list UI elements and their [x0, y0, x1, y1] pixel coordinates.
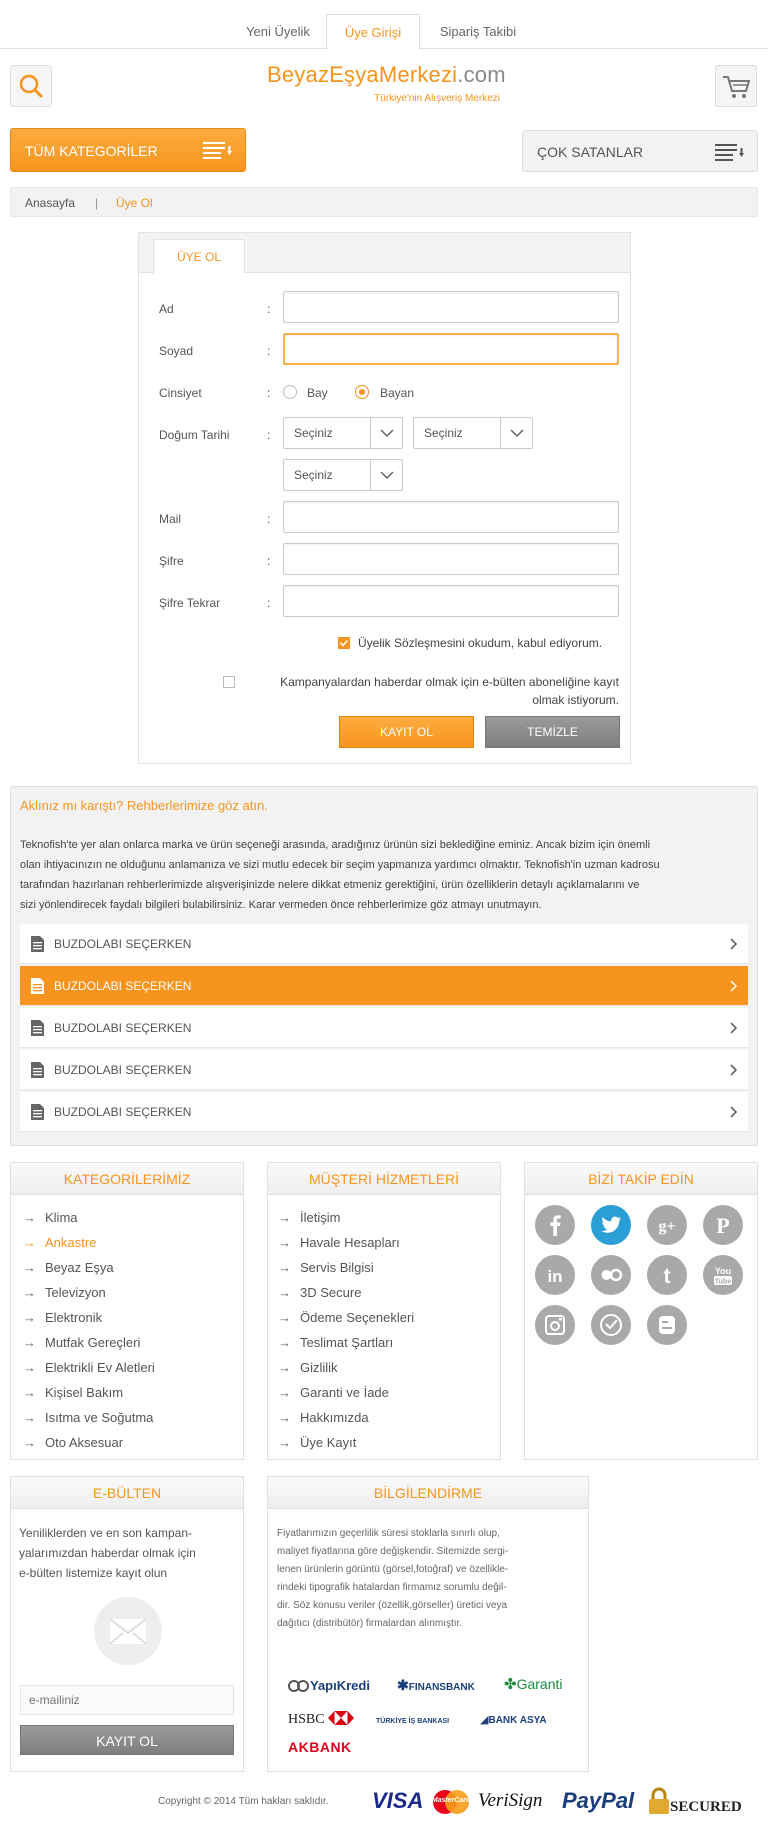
isbank-logo [376, 1711, 449, 1733]
chevron-down-icon [371, 460, 403, 490]
verisign-logo [478, 1790, 542, 1816]
logo-tagline: Türkiye'nin Alışveriş Merkezi [374, 93, 500, 104]
bankasya-label: BANK ASYA [488, 1715, 547, 1726]
ebulletin-text-line: e-bülten listemize kayıt olun [19, 1566, 168, 1580]
service-link[interactable]: → Üye Kayıt [278, 1430, 500, 1455]
colon: : [267, 344, 271, 358]
yapikredi-label: YapıKredi [310, 1678, 370, 1694]
google-plus-icon[interactable] [647, 1205, 687, 1245]
guide-item-label: BUZDOLABI SEÇERKEN [54, 1021, 192, 1035]
colon: : [267, 512, 271, 526]
guide-item[interactable] [20, 924, 748, 964]
guide-item[interactable] [20, 966, 748, 1006]
ebulletin-text [19, 1523, 237, 1583]
search-icon [11, 66, 51, 106]
breadcrumb-current: Üye Ol [116, 196, 153, 210]
tab-member-login[interactable]: Üye Girişi [326, 14, 420, 50]
service-link[interactable]: → Hakkımızda [278, 1405, 500, 1430]
chevron-right-icon [730, 980, 738, 992]
password-input[interactable] [283, 543, 619, 575]
guide-item-label: BUZDOLABI SEÇERKEN [54, 937, 192, 951]
akbank-logo [288, 1739, 352, 1759]
follow-title: BİZİ TAKİP EDİN [525, 1163, 757, 1195]
document-icon [31, 1062, 44, 1078]
svg-text:You: You [714, 1266, 732, 1276]
mastercard-label: MasterCard [431, 1797, 471, 1804]
chevron-right-icon [730, 1022, 738, 1034]
ebulletin-text-line: yalarımızdan haberdar olmak için [19, 1546, 196, 1560]
info-text-line: lenen ürünlerin görüntü (görsel,fotoğraf) ve özellikle- [277, 1564, 509, 1575]
mail-input[interactable] [283, 501, 619, 533]
colon: : [267, 386, 271, 400]
categories-panel [10, 1162, 244, 1460]
gender-female-radio[interactable] [355, 385, 369, 399]
guide-item[interactable] [20, 1050, 748, 1090]
birth-month-select[interactable] [413, 417, 533, 449]
info-text-line: maliyet fiyatlarına göre değişkendir. Sitemizde sergi- [277, 1546, 509, 1557]
info-text-line: rindeki tipografik hatalardan firmamız sorumlu değil- [277, 1582, 507, 1593]
colon: : [267, 428, 271, 442]
akbank-label: AKBANK [288, 1739, 352, 1755]
ebulletin-panel [10, 1476, 244, 1772]
instagram-icon[interactable] [535, 1305, 575, 1345]
categories-list [11, 1195, 243, 1455]
tumblr-icon[interactable] [647, 1255, 687, 1295]
tab-new-member[interactable]: Yeni Üyelik [246, 24, 310, 39]
birth-month-value: Seçiniz [424, 426, 463, 440]
service-link[interactable]: → İletişim [278, 1205, 500, 1230]
customer-services-list [268, 1195, 500, 1455]
guide-section [10, 786, 758, 1146]
guide-text [20, 835, 748, 915]
mastercard-logo [430, 1788, 472, 1816]
document-icon [31, 1020, 44, 1036]
gender-label: Cinsiyet [159, 386, 202, 400]
guide-text-line: tarafından hazırlanan rehberlerimizde alışverişinizde nelere dikkat etmeniz gerektiğini, ürün özelliklerin detaylı açıklamalarını ve [20, 879, 640, 891]
gender-male-label[interactable]: Bay [307, 386, 328, 400]
hsbc-label: HSBC [288, 1712, 325, 1727]
site-logo[interactable] [267, 62, 506, 88]
newsletter-label-line1[interactable]: Kampanyalardan haberdar olmak için e-bülten aboneliğine kayıt [280, 675, 619, 689]
finansbank-star-icon: ✱ [397, 1677, 409, 1693]
logo-suffix: .com [457, 62, 506, 87]
newsletter-checkbox[interactable] [223, 676, 235, 688]
category-link[interactable]: → Ankastre [23, 1230, 243, 1255]
gender-female-label[interactable]: Bayan [380, 386, 415, 400]
category-link[interactable]: → Klima [23, 1205, 243, 1230]
visa-label: VISA [372, 1788, 424, 1813]
cart-button[interactable] [715, 65, 757, 107]
surname-label: Soyad [159, 344, 194, 358]
service-link[interactable]: → 3D Secure [278, 1280, 500, 1305]
hsbc-hexagon-icon [328, 1711, 354, 1725]
birth-year-value: Seçiniz [294, 468, 333, 482]
mail-label: Mail [159, 512, 182, 526]
info-text [277, 1525, 579, 1633]
categories-title: KATEGORİLERİMİZ [11, 1163, 243, 1195]
category-link[interactable]: → Elektrikli Ev Aletleri [23, 1355, 243, 1380]
garanti-logo [504, 1675, 563, 1697]
chevron-right-icon [730, 1106, 738, 1118]
colon: : [267, 596, 271, 610]
finansbank-label: FINANSBANK [408, 1682, 475, 1693]
best-sellers-label: ÇOK SATANLAR [537, 144, 644, 160]
bankasya-logo [480, 1711, 547, 1731]
guide-item[interactable] [20, 1008, 748, 1048]
tab-register[interactable]: ÜYE OL [153, 239, 245, 274]
birth-date-label: Doğum Tarihi [159, 428, 230, 442]
document-icon [31, 978, 44, 994]
customer-services-title: MÜŞTERİ HİZMETLERİ [268, 1163, 500, 1195]
ebulletin-email-input[interactable] [20, 1685, 234, 1715]
password-repeat-label: Şifre Tekrar [159, 596, 221, 610]
category-link[interactable]: → Kişisel Bakım [23, 1380, 243, 1405]
garanti-label: Garanti [516, 1676, 563, 1692]
register-submit-button[interactable]: KAYIT OL [339, 716, 474, 748]
svg-text:g+: g+ [658, 1218, 676, 1235]
pinterest-icon[interactable] [703, 1205, 743, 1245]
ebulletin-text-line: Yeniliklerden ve en son kampan- [19, 1526, 192, 1540]
clear-button[interactable]: TEMİZLE [485, 716, 620, 748]
info-text-line: dir. Söz konusu veriler (özellik,görseller) üretici veya [277, 1600, 508, 1611]
guide-item-label: BUZDOLABI SEÇERKEN [54, 1105, 192, 1119]
svg-text:t: t [663, 1265, 671, 1288]
password-label: Şifre [159, 554, 184, 568]
copyright-text: Copyright © 2014 Tüm hakları saklıdır. [158, 1796, 329, 1807]
ebulletin-title: E-BÜLTEN [11, 1477, 243, 1509]
info-title: BİLGİLENDİRME [268, 1477, 588, 1509]
category-link[interactable]: → Isıtma ve Soğutma [23, 1405, 243, 1430]
breadcrumb-home[interactable]: Anasayfa [25, 196, 76, 210]
youtube-icon[interactable] [703, 1255, 743, 1295]
twitter-icon[interactable] [591, 1205, 631, 1245]
category-link[interactable]: → Televizyon [23, 1280, 243, 1305]
category-link[interactable]: → Beyaz Eşya [23, 1255, 243, 1280]
menu-list-icon [203, 142, 233, 160]
guide-title: Aklınız mı karıştı? Rehberlerimize göz atın. [20, 798, 268, 813]
register-form [138, 232, 631, 764]
vine-icon[interactable] [591, 1305, 631, 1345]
service-link[interactable]: → Havale Hesapları [278, 1230, 500, 1255]
service-link[interactable]: → Teslimat Şartları [278, 1330, 500, 1355]
tab-order-tracking[interactable]: Sipariş Takibi [439, 24, 517, 39]
best-sellers-button[interactable] [522, 130, 758, 172]
service-link[interactable]: → Ödeme Seçenekleri [278, 1305, 500, 1330]
guide-text-line: Teknofish'te yer alan onlarca marka ve ürün seçeneği arasında, aradığınız ürünün sizi beklediğine eminiz. Ancak bizim için önemli [20, 839, 651, 851]
flickr-icon[interactable] [591, 1255, 631, 1295]
password-repeat-input[interactable] [283, 585, 619, 617]
guide-item-label: BUZDOLABI SEÇERKEN [54, 979, 192, 993]
colon: : [267, 302, 271, 316]
service-link[interactable]: → Servis Bilgisi [278, 1255, 500, 1280]
agreement-label[interactable]: Üyelik Sözleşmesini okudum, kabul ediyorum. [358, 636, 603, 650]
follow-panel [524, 1162, 758, 1460]
newsletter-label-line2[interactable]: olmak istiyorum. [532, 693, 619, 707]
category-link[interactable]: → Mutfak Gereçleri [23, 1330, 243, 1355]
svg-text:P: P [716, 1213, 730, 1238]
service-link[interactable]: → Gizlilik [278, 1355, 500, 1380]
birth-year-select[interactable] [283, 459, 403, 491]
garanti-clover-icon: ✤ [504, 1676, 517, 1693]
yapikredi-icon [288, 1679, 310, 1693]
chevron-right-icon [730, 938, 738, 950]
document-icon [31, 936, 44, 952]
agreement-checkbox[interactable] [338, 637, 350, 649]
check-icon [338, 637, 350, 649]
yapikredi-logo [288, 1677, 370, 1697]
surname-input[interactable] [283, 333, 619, 365]
document-icon [31, 1104, 44, 1120]
guide-text-line: olan ihtiyacınızın ne olduğunu anlamanıza ve sizi mutlu edecek bir seçim yapmanıza yardımcı olmaktır. Teknofish'in uzman kadrosu [20, 859, 660, 871]
ebulletin-submit-button[interactable]: KAYIT OL [20, 1725, 234, 1755]
guide-text-line: sizi yönlendirecek faydalı bilgileri bulabilirsiniz. Karar vermeden önce rehberlerimize göz atmayı unutmayın. [20, 899, 542, 911]
cart-icon [716, 66, 756, 106]
chevron-down-icon [371, 418, 403, 448]
all-categories-label: TÜM KATEGORİLER [25, 143, 158, 159]
name-input[interactable] [283, 291, 619, 323]
birth-day-select[interactable] [283, 417, 403, 449]
visa-logo [372, 1788, 423, 1818]
verisign-label: VeriSign [478, 1790, 543, 1811]
linkedin-icon[interactable] [535, 1255, 575, 1295]
category-link[interactable]: → Oto Aksesuar [23, 1430, 243, 1455]
logo-main: BeyazEşyaMerkezi [267, 62, 458, 87]
gender-male-radio[interactable] [283, 385, 297, 399]
hsbc-logo [288, 1711, 354, 1731]
info-text-line: Fiyatlarımızın geçerlilik süresi stoklarla sınırlı olup, [277, 1528, 500, 1539]
guide-item-label: BUZDOLABI SEÇERKEN [54, 1063, 192, 1077]
bankasya-wave-icon: ◢ [480, 1714, 489, 1726]
breadcrumb [10, 187, 758, 217]
blogger-icon[interactable] [647, 1305, 687, 1345]
secured-label: SECURED [670, 1799, 742, 1815]
name-label: Ad [159, 302, 174, 316]
birth-day-value: Seçiniz [294, 426, 333, 440]
chevron-right-icon [730, 1064, 738, 1076]
paypal-logo [562, 1788, 634, 1816]
guide-item[interactable] [20, 1092, 748, 1132]
chevron-down-icon [501, 418, 533, 448]
colon: : [267, 554, 271, 568]
info-text-line: dağıtıcı (distribütör) firmalardan alınmıştır. [277, 1618, 463, 1629]
search-button[interactable] [10, 65, 52, 107]
paypal-label: PayPal [562, 1788, 635, 1813]
padlock-icon [648, 1786, 670, 1816]
all-categories-button[interactable] [10, 128, 246, 172]
customer-services-panel [267, 1162, 501, 1460]
finansbank-logo [397, 1677, 475, 1697]
service-link[interactable]: → Garanti ve İade [278, 1380, 500, 1405]
svg-text:in: in [547, 1267, 563, 1286]
menu-list-icon [715, 144, 745, 162]
info-panel [267, 1476, 589, 1772]
breadcrumb-separator: | [95, 196, 99, 210]
svg-text:Tube: Tube [714, 1278, 732, 1286]
facebook-icon[interactable] [535, 1205, 575, 1245]
category-link[interactable]: → Elektronik [23, 1305, 243, 1330]
secured-badge [648, 1786, 742, 1818]
isbank-label: TÜRKİYE İŞ BANKASI [376, 1718, 450, 1725]
mail-envelope-icon [94, 1597, 162, 1665]
